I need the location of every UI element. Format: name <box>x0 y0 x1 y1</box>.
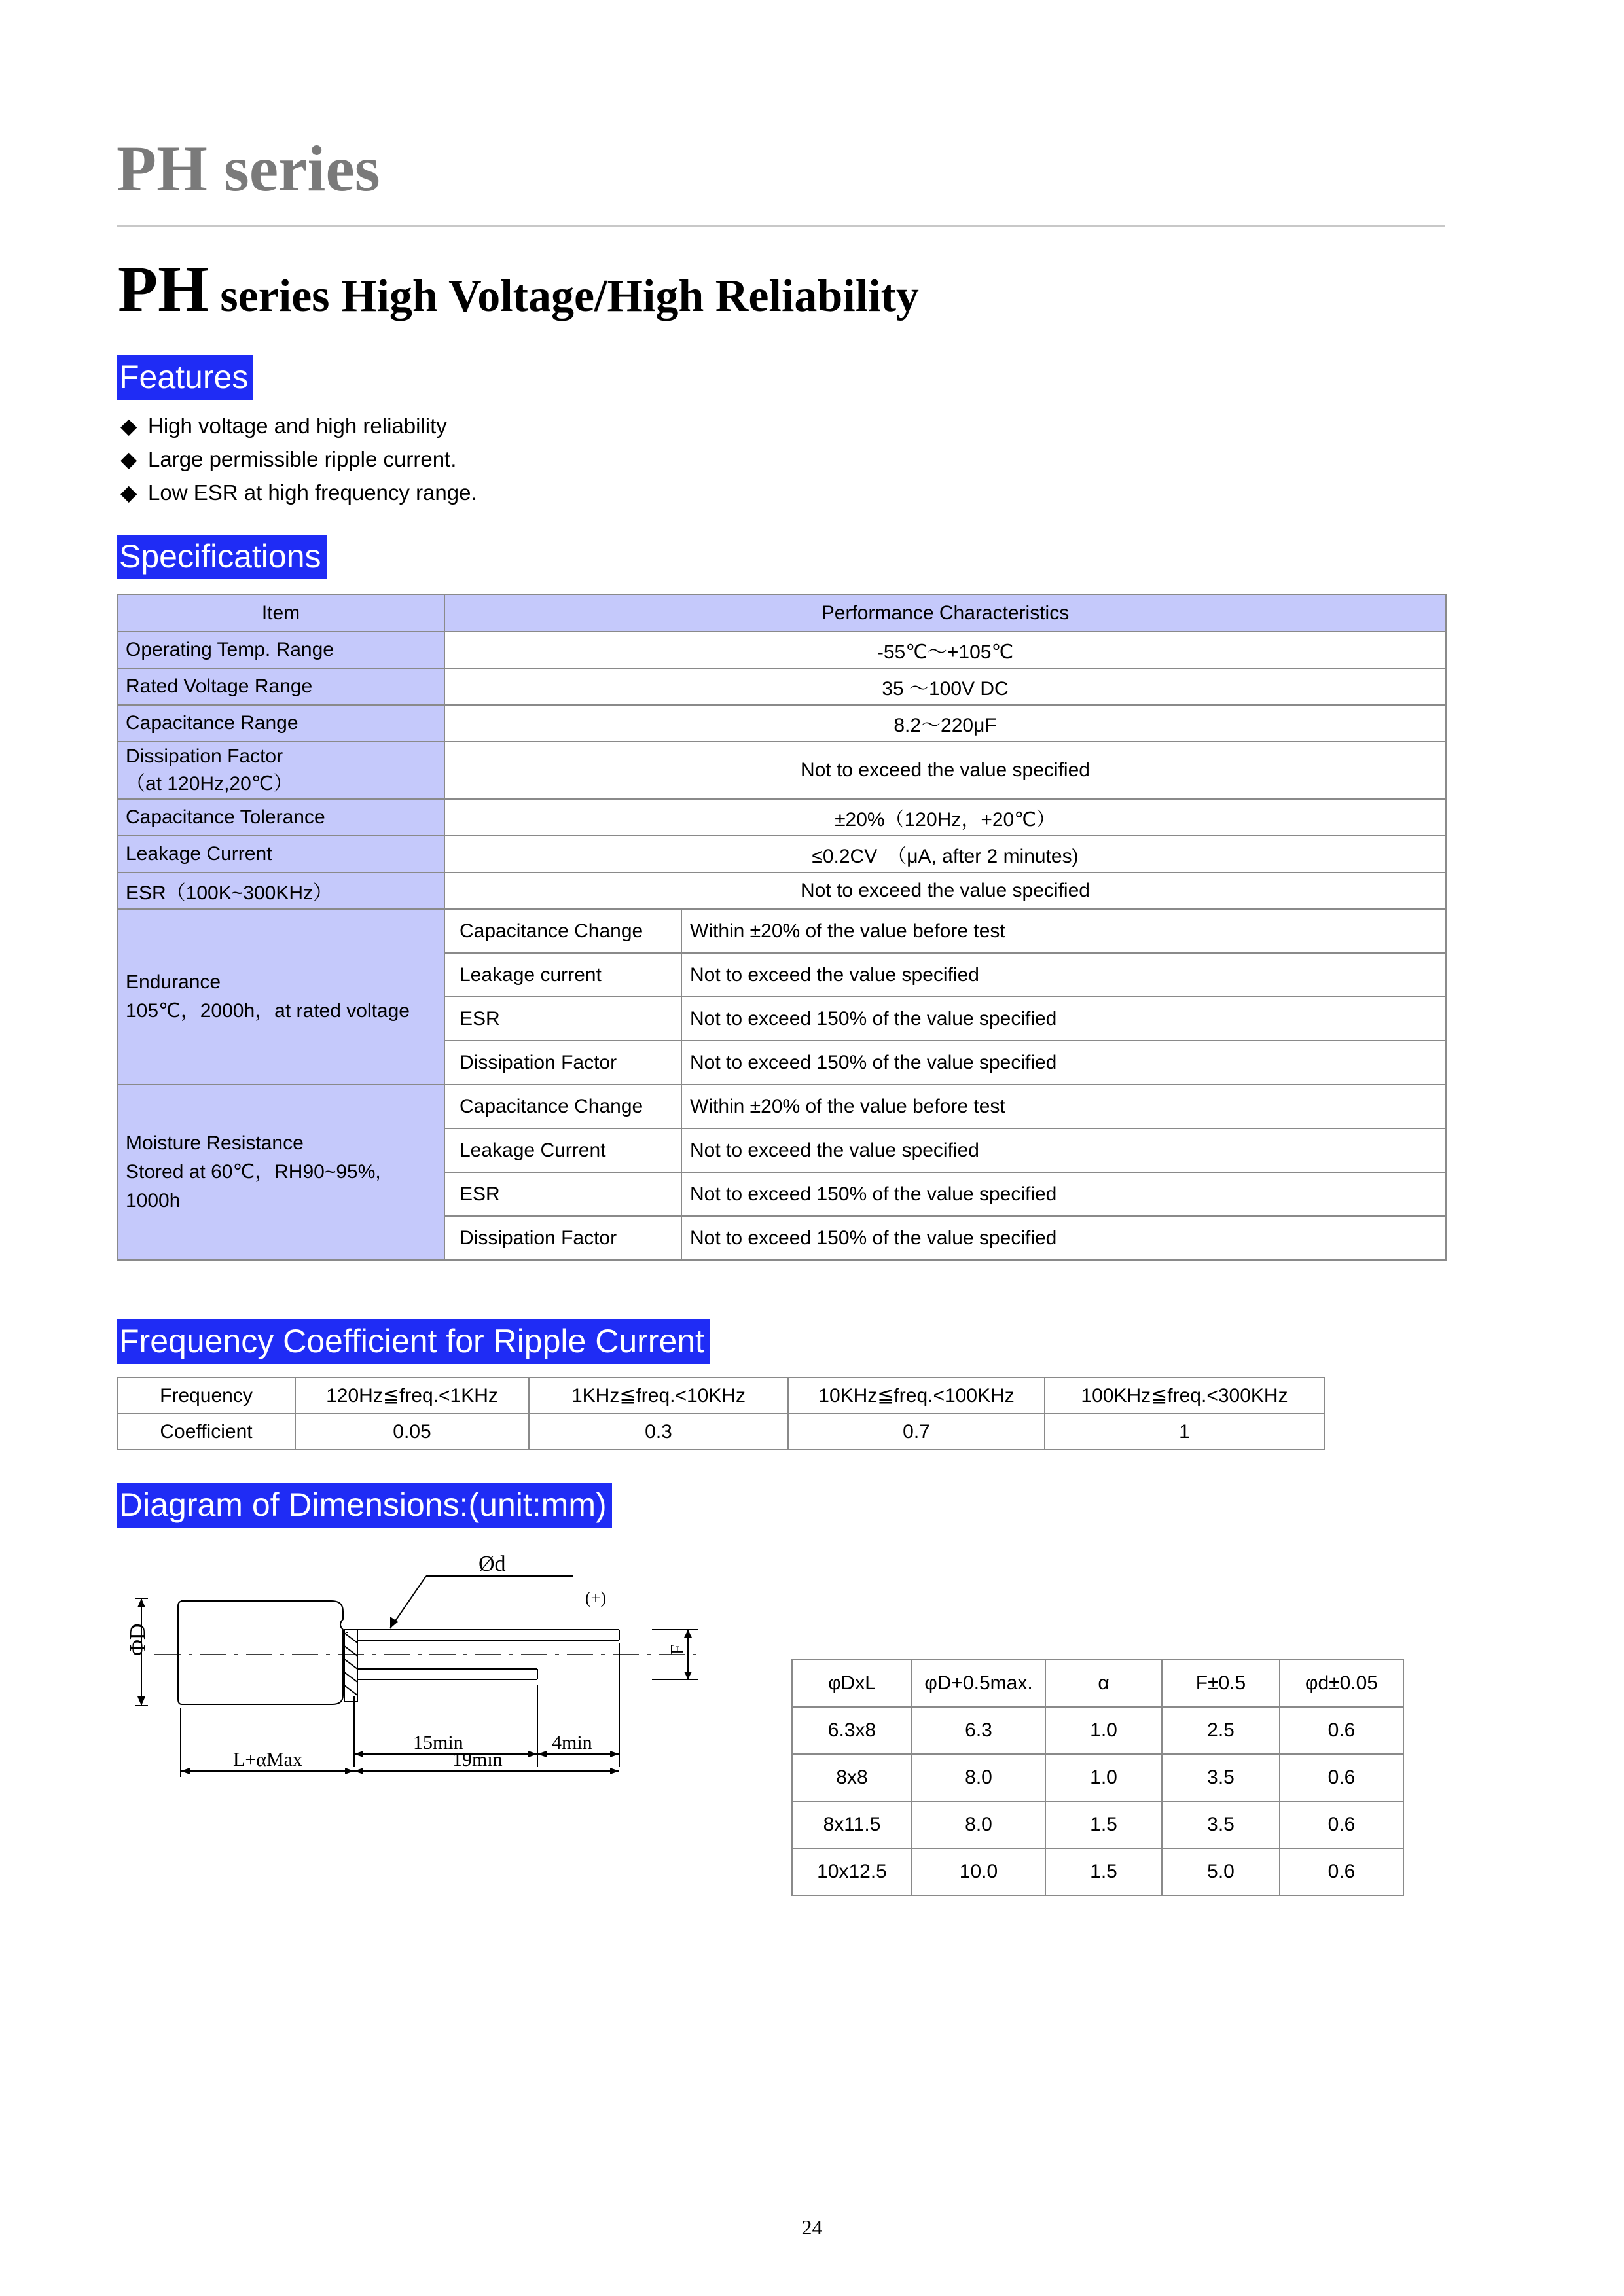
dim-cell: 3.5 <box>1162 1801 1280 1848</box>
dim-cell: 8x11.5 <box>792 1801 912 1848</box>
table-row <box>792 1801 1403 1848</box>
endurance-sub-value: Within ±20% of the value before test <box>681 909 1446 953</box>
endurance-sub-item: Capacitance Change <box>444 909 681 953</box>
table-row <box>792 1707 1403 1754</box>
endurance-sub-value: Not to exceed 150% of the value specified <box>681 997 1446 1041</box>
dim-cell: 2.5 <box>1162 1707 1280 1754</box>
dim-cell: 1.5 <box>1045 1801 1162 1848</box>
dim-cell: 1.0 <box>1045 1707 1162 1754</box>
feature-item: ◆ Large permissible ripple current. <box>120 442 477 476</box>
phi-D-label: ΦD <box>126 1623 150 1656</box>
spec-value: ±20%（120Hz，+20℃） <box>444 799 1446 836</box>
phi-d-label: Ød <box>478 1552 506 1576</box>
diamond-bullet-icon: ◆ <box>120 447 137 471</box>
diamond-bullet-icon: ◆ <box>120 414 137 438</box>
dim-cell: 8.0 <box>912 1801 1045 1848</box>
endurance-sub-item: Leakage current <box>444 953 681 997</box>
min4-label: 4min <box>552 1732 592 1753</box>
moisture-sub-item: Leakage Current <box>444 1128 681 1172</box>
coef-cell: 0.05 <box>295 1414 529 1450</box>
moisture-sub-item: ESR <box>444 1172 681 1216</box>
table-header-row <box>792 1660 1403 1707</box>
freq-header-cell: 10KHz≦freq.<100KHz <box>788 1378 1045 1414</box>
feature-item: ◆ High voltage and high reliability <box>120 409 477 442</box>
coef-cell: 0.7 <box>788 1414 1045 1450</box>
moisture-sub-value: Not to exceed the value specified <box>681 1128 1446 1172</box>
header-performance: Performance Characteristics <box>444 594 1446 632</box>
dim-header-cell: α <box>1045 1660 1162 1707</box>
dim-cell: 1.0 <box>1045 1754 1162 1801</box>
coef-cell: 0.3 <box>529 1414 788 1450</box>
moisture-sub-value: Within ±20% of the value before test <box>681 1085 1446 1128</box>
freq-header-cell: Frequency <box>117 1378 295 1414</box>
table-row <box>117 705 1446 742</box>
table-row <box>792 1754 1403 1801</box>
diamond-bullet-icon: ◆ <box>120 480 137 505</box>
dim-header-cell: φD+0.5max. <box>912 1660 1045 1707</box>
main-title <box>118 253 919 325</box>
page-header-title: PH series <box>117 132 380 205</box>
spec-value: ≤0.2CV （μA, after 2 minutes) <box>444 836 1446 872</box>
dim-header-cell: φDxL <box>792 1660 912 1707</box>
features-list <box>120 409 477 509</box>
moisture-label: Moisture Resistance Stored at 60℃，RH90~95%, 1000h <box>117 1085 444 1260</box>
spec-value: 8.2～220μF <box>444 705 1446 742</box>
header-divider <box>117 225 1445 227</box>
moisture-sub-value: Not to exceed 150% of the value specified <box>681 1216 1446 1260</box>
spec-item: Capacitance Tolerance <box>117 799 444 836</box>
coef-cell: Coefficient <box>117 1414 295 1450</box>
main-title-rest: series High Voltage/High Reliability <box>208 271 919 321</box>
table-row <box>117 1085 1446 1128</box>
spec-item: ESR（100K~300KHz） <box>117 872 444 909</box>
table-row <box>117 1414 1324 1450</box>
moisture-sub-item: Capacitance Change <box>444 1085 681 1128</box>
spec-value: Not to exceed the value specified <box>444 742 1446 799</box>
spec-item: Capacitance Range <box>117 705 444 742</box>
spec-value: -55℃～+105℃ <box>444 632 1446 668</box>
coef-cell: 1 <box>1045 1414 1324 1450</box>
dim-cell: 0.6 <box>1280 1707 1403 1754</box>
specifications-label: Specifications <box>117 535 327 579</box>
endurance-sub-item: ESR <box>444 997 681 1041</box>
endurance-sub-value: Not to exceed the value specified <box>681 953 1446 997</box>
spec-item: Dissipation Factor （at 120Hz,20℃） <box>117 742 444 799</box>
table-row <box>117 909 1446 953</box>
page-number: 24 <box>801 2215 823 2239</box>
spec-item: Leakage Current <box>117 836 444 872</box>
dimensions-table <box>791 1659 1404 1896</box>
table-header-row <box>117 594 1446 632</box>
dim-cell: 1.5 <box>1045 1848 1162 1895</box>
endurance-label: Endurance 105℃，2000h，at rated voltage <box>117 909 444 1085</box>
spec-item: Rated Voltage Range <box>117 668 444 705</box>
dim-cell: 8.0 <box>912 1754 1045 1801</box>
endurance-sub-item: Dissipation Factor <box>444 1041 681 1085</box>
capacitor-dimension-diagram <box>115 1551 717 1813</box>
dim-header-cell: F±0.5 <box>1162 1660 1280 1707</box>
moisture-sub-value: Not to exceed 150% of the value specified <box>681 1172 1446 1216</box>
dimensions-label: Diagram of Dimensions:(unit:mm) <box>117 1483 612 1528</box>
table-row <box>117 668 1446 705</box>
frequency-table <box>117 1377 1325 1450</box>
table-row <box>792 1848 1403 1895</box>
dim-header-cell: φd±0.05 <box>1280 1660 1403 1707</box>
dim-cell: 5.0 <box>1162 1848 1280 1895</box>
dim-cell: 3.5 <box>1162 1754 1280 1801</box>
header-item: Item <box>117 594 444 632</box>
table-row <box>117 836 1446 872</box>
dim-cell: 0.6 <box>1280 1801 1403 1848</box>
dim-cell: 0.6 <box>1280 1754 1403 1801</box>
lmax-label: L+αMax <box>233 1749 302 1770</box>
dim-cell: 8x8 <box>792 1754 912 1801</box>
table-row <box>117 742 1446 799</box>
spec-item: Operating Temp. Range <box>117 632 444 668</box>
freq-header-cell: 1KHz≦freq.<10KHz <box>529 1378 788 1414</box>
dim-cell: 6.3 <box>912 1707 1045 1754</box>
table-row <box>117 872 1446 909</box>
dim-cell: 10.0 <box>912 1848 1045 1895</box>
features-label: Features <box>117 355 253 400</box>
plus-label: (+) <box>585 1588 606 1607</box>
frequency-label: Frequency Coefficient for Ripple Current <box>117 1319 710 1364</box>
table-row <box>117 632 1446 668</box>
feature-item: ◆ Low ESR at high frequency range. <box>120 476 477 509</box>
spec-value: 35 ～100V DC <box>444 668 1446 705</box>
table-row <box>117 799 1446 836</box>
dim-cell: 0.6 <box>1280 1848 1403 1895</box>
table-row <box>117 1378 1324 1414</box>
min15-label: 15min <box>413 1732 463 1753</box>
specifications-table <box>117 594 1447 1261</box>
min19-label: 19min <box>452 1749 503 1770</box>
freq-header-cell: 120Hz≦freq.<1KHz <box>295 1378 529 1414</box>
endurance-sub-value: Not to exceed 150% of the value specified <box>681 1041 1446 1085</box>
dim-cell: 6.3x8 <box>792 1707 912 1754</box>
capacitor-body <box>178 1601 343 1704</box>
moisture-sub-item: Dissipation Factor <box>444 1216 681 1260</box>
F-label: F <box>668 1644 688 1655</box>
spec-value: Not to exceed the value specified <box>444 872 1446 909</box>
freq-header-cell: 100KHz≦freq.<300KHz <box>1045 1378 1324 1414</box>
dim-cell: 10x12.5 <box>792 1848 912 1895</box>
main-title-series: PH <box>118 253 209 325</box>
